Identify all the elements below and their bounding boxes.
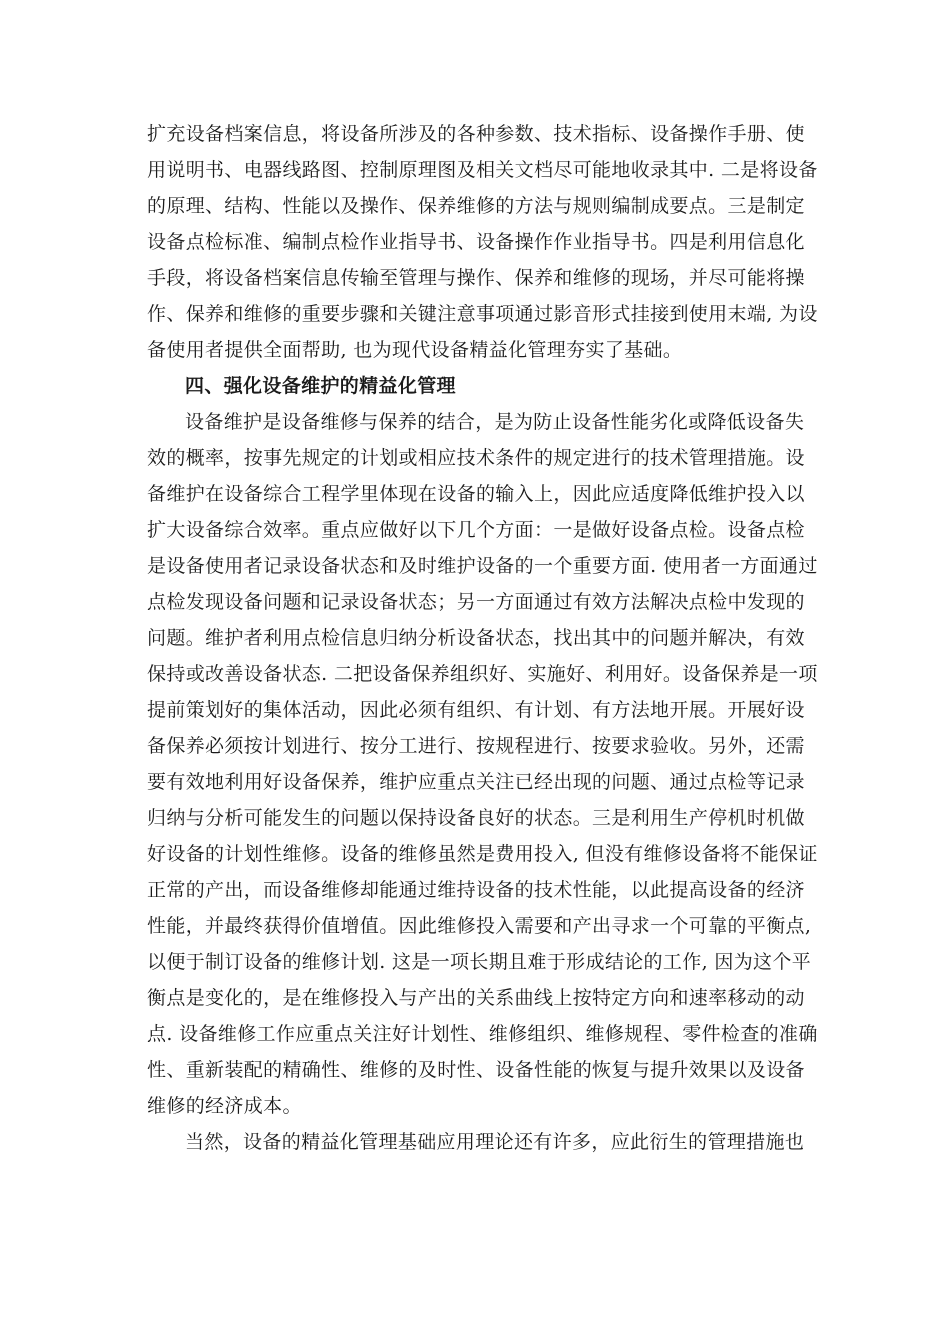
paragraph-2-line-18: 点. 设备维修工作应重点关注好计划性、维修组织、维修规程、零件检查的准确 bbox=[147, 1023, 818, 1045]
section-heading: 四、强化设备维护的精益化管理 bbox=[185, 375, 456, 397]
paragraph-1-line-3: 的原理、结构、性能以及操作、保养维修的方法与规则编制成要点。三是制定 bbox=[147, 195, 805, 217]
paragraph-2-line-3: 备维护在设备综合工程学里体现在设备的输入上，因此应适度降低维护投入以 bbox=[147, 483, 805, 505]
paragraph-2-line-16: 以便于制订设备的维修计划. 这是一项长期且难于形成结论的工作, 因为这个平 bbox=[147, 951, 812, 973]
paragraph-2-line-5: 是设备使用者记录设备状态和及时维护设备的一个重要方面. 使用者一方面通过 bbox=[147, 555, 818, 577]
paragraph-2-line-8: 保持或改善设备状态. 二把设备保养组织好、实施好、利用好。设备保养是一项 bbox=[147, 663, 818, 685]
paragraph-1-line-2: 用说明书、电器线路图、控制原理图及相关文档尽可能地收录其中. 二是将设备 bbox=[147, 159, 818, 181]
paragraph-3-line-1: 当然，设备的精益化管理基础应用理论还有许多，应此衍生的管理措施也 bbox=[185, 1131, 805, 1153]
paragraph-2-line-11: 要有效地利用好设备保养，维护应重点关注已经出现的问题、通过点检等记录 bbox=[147, 771, 805, 793]
paragraph-2-line-10: 备保养必须按计划进行、按分工进行、按规程进行、按要求验收。另外，还需 bbox=[147, 735, 805, 757]
paragraph-2-line-13: 好设备的计划性维修。设备的维修虽然是费用投入, 但没有维修设备将不能保证 bbox=[147, 843, 818, 865]
paragraph-1-line-5: 手段，将设备档案信息传输至管理与操作、保养和维修的现场，并尽可能将操 bbox=[147, 267, 805, 289]
paragraph-2-line-9: 提前策划好的集体活动，因此必须有组织、有计划、有方法地开展。开展好设 bbox=[147, 699, 805, 721]
paragraph-2-line-17: 衡点是变化的，是在维修投入与产出的关系曲线上按特定方向和速率移动的动 bbox=[147, 987, 805, 1009]
paragraph-1-line-1: 扩充设备档案信息，将设备所涉及的各种参数、技术指标、设备操作手册、使 bbox=[147, 123, 805, 145]
paragraph-2-line-1: 设备维护是设备维修与保养的结合，是为防止设备性能劣化或降低设备失 bbox=[185, 411, 805, 433]
paragraph-2-line-2: 效的概率，按事先规定的计划或相应技术条件的规定进行的技术管理措施。设 bbox=[147, 447, 805, 469]
paragraph-2-line-4: 扩大设备综合效率。重点应做好以下几个方面：一是做好设备点检。设备点检 bbox=[147, 519, 805, 541]
paragraph-1-line-6: 作、保养和维修的重要步骤和关键注意事项通过影音形式挂接到使用末端, 为设 bbox=[147, 303, 818, 325]
paragraph-2-line-6: 点检发现设备问题和记录设备状态；另一方面通过有效方法解决点检中发现的 bbox=[147, 591, 805, 613]
paragraph-2-line-19: 性、重新装配的精确性、维修的及时性、设备性能的恢复与提升效果以及设备 bbox=[147, 1059, 805, 1081]
paragraph-1-line-4: 设备点检标准、编制点检作业指导书、设备操作作业指导书。四是利用信息化 bbox=[147, 231, 805, 253]
paragraph-2-line-14: 正常的产出，而设备维修却能通过维持设备的技术性能，以此提高设备的经济 bbox=[147, 879, 805, 901]
paragraph-2-line-15: 性能，并最终获得价值增值。因此维修投入需要和产出寻求一个可靠的平衡点, bbox=[147, 915, 812, 937]
paragraph-2-line-20: 维修的经济成本。 bbox=[147, 1095, 302, 1117]
paragraph-2-line-12: 归纳与分析可能发生的问题以保持设备良好的状态。三是利用生产停机时机做 bbox=[147, 807, 805, 829]
paragraph-2-line-7: 问题。维护者利用点检信息归纳分析设备状态，找出其中的问题并解决，有效 bbox=[147, 627, 805, 649]
paragraph-1-line-7: 备使用者提供全面帮助, 也为现代设备精益化管理夯实了基础。 bbox=[147, 339, 683, 361]
